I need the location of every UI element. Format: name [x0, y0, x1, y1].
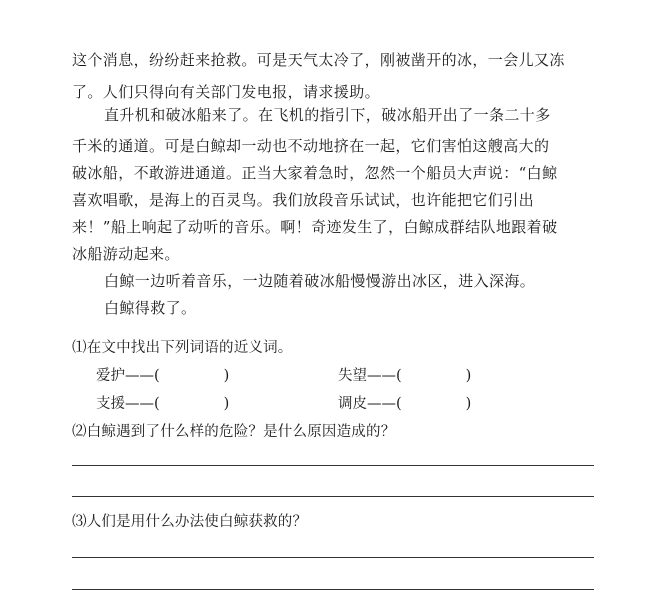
passage-line: 千米的通道。可是白鲸却一动也不动地挤在一起，它们害怕这艘高大的 [72, 137, 550, 155]
passage-line: 冰船游动起来。 [72, 245, 180, 263]
passage-line: 喜欢唱歌，是海上的百灵鸟。我们放段音乐试试，也许能把它们引出 [72, 191, 535, 209]
synonym-close: ) [465, 396, 472, 412]
synonym-close: ) [465, 368, 472, 384]
synonym-close: ) [223, 396, 230, 412]
answer-line[interactable] [72, 496, 594, 497]
answer-line[interactable] [72, 557, 594, 558]
synonym-word: 爱护——( [96, 368, 160, 384]
synonym-item [96, 394, 229, 414]
synonym-item [96, 366, 229, 386]
answer-line[interactable] [72, 465, 594, 466]
passage-line: 白鲸一边听着音乐，一边随着破冰船慢慢游出冰区，进入深海。 [104, 272, 536, 290]
passage-line: 白鲸得救了。 [104, 299, 197, 317]
synonym-item [338, 394, 471, 414]
synonym-word: 失望——( [338, 368, 402, 384]
synonym-item [338, 366, 471, 386]
question-1-prompt: ⑴在文中找出下列词语的近义词。 [72, 340, 293, 356]
synonym-word: 支援——( [96, 396, 160, 412]
passage-line: 这个消息，纷纷赶来抢救。可是天气太冷了，刚被凿开的冰，一会儿又冻 [72, 51, 565, 69]
question-3-prompt: ⑶人们是用什么办法使白鲸获救的？ [72, 514, 308, 530]
synonym-word: 调皮——( [338, 396, 402, 412]
passage-line: 直升机和破冰船来了。在飞机的指引下，破冰船开出了一条二十多 [104, 106, 551, 124]
synonym-close: ) [223, 368, 230, 384]
passage-line: 来！”船上响起了动听的音乐。啊！奇迹发生了，白鲸成群结队地跟着破 [72, 218, 558, 236]
answer-line[interactable] [72, 589, 594, 590]
question-2-prompt: ⑵白鲸遇到了什么样的危险？是什么原因造成的？ [72, 424, 396, 440]
passage-line: 了。人们只得向有关部门发电报，请求援助。 [72, 83, 381, 101]
passage-line: 破冰船，不敢游进通道。正当大家着急时，忽然一个船员大声说：“白鲸 [72, 164, 558, 182]
